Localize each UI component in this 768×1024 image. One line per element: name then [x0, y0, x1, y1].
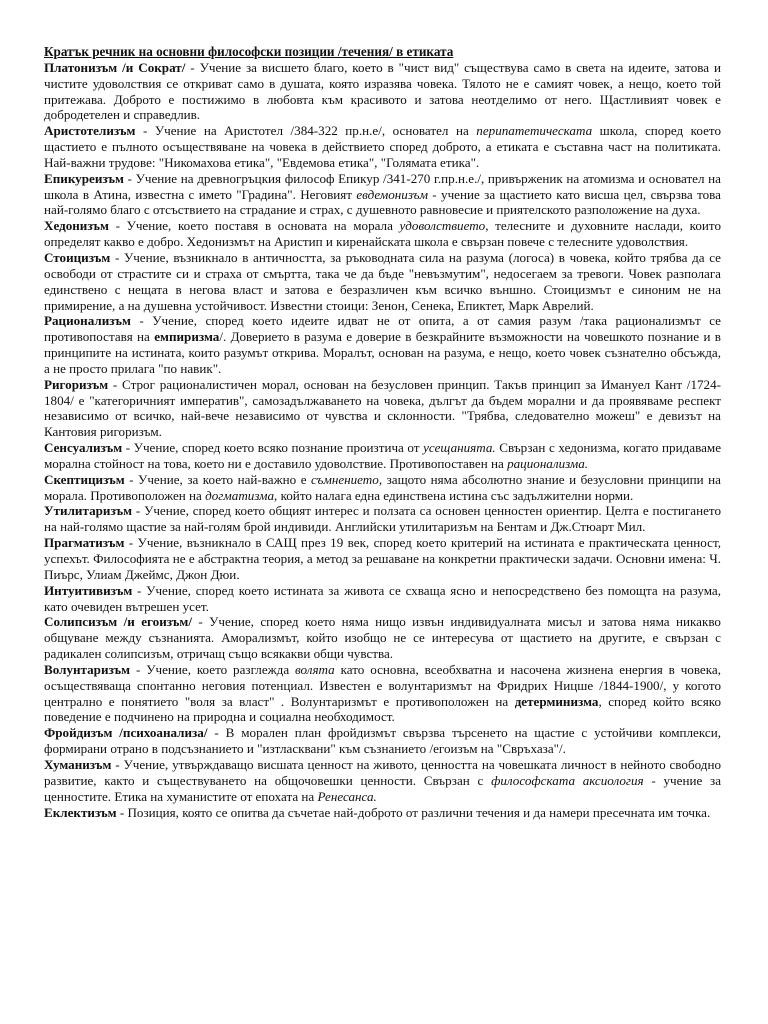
entry-text: , който налага една единствена истина със задължителни норми. — [274, 487, 634, 503]
entry-emphasis: рационализма. — [507, 455, 589, 471]
entry-text: - Учение, утвърждаващо висшата ценност на живото, ценността на човешката личност в нейното свободно развитие, както и съществуването на общочовешки ценности. Свързан с — [44, 756, 721, 788]
glossary-entry — [44, 503, 721, 535]
entry-text: като основна, всеобхватна и насочена жизнена енергия в човека, осъществяваща спонтанно неговия потенциал. Известен е волунтаризмът на Фридрих Ницше /1844-1900/, у когото централно е понятието "воля за власт" . Волунтаризмът е противоположен на — [44, 661, 721, 709]
entry-text: - учение за щастието като висша цел, свързва това най-голямо благо с отсъствието на страдание и страх, с душевното равновесие и приятелското разположение на духа. — [44, 186, 721, 218]
entry-text: - Учение, което разглежда — [130, 661, 296, 677]
entry-text: - В морален план фройдизмът свързва търсенето на щастие с устойчиви комплекси, формирани отрано в подсъзнанието и "изтласквани" към съзнанието /егоизъм на "Свръхаза"/. — [44, 725, 721, 757]
entry-term: Ригоризъм — [44, 376, 109, 392]
entry-term: Аристотелизъм — [44, 123, 136, 139]
entry-emphasis: съмнението — [311, 471, 379, 487]
glossary-entry — [44, 250, 721, 313]
entry-text: - Учение, възникнало в САЩ през 19 век, според което критерий на истината е практическата ценност, успехът. Философията не е абстрактна теория, а метод за решаване на конкретни практически задачи. Основни имена: Ч. Пиърс, Улиам Джеймс, Джон Дюи. — [44, 535, 721, 582]
glossary-entry — [44, 614, 721, 662]
entry-text: , според който всяко поведение е подчинено на природна и социална необходимост. — [44, 693, 721, 725]
glossary-entry — [44, 662, 721, 725]
entry-term: Еклектизъм — [44, 804, 117, 820]
glossary-entry — [44, 805, 721, 821]
entry-emphasis: евдемонизъм — [356, 186, 428, 202]
document-title: Кратък речник на основни философски позиции /течения/ в етиката — [44, 44, 454, 59]
glossary-entry — [44, 440, 721, 472]
entry-emphasis: перипатетическата — [476, 123, 593, 139]
glossary-entry — [44, 377, 721, 440]
glossary-entry — [44, 60, 721, 123]
glossary-entry — [44, 725, 721, 757]
entry-text: - Учение, което поставя в основата на морала — [108, 218, 400, 234]
entry-text: - Учение на древногръцкия философ Епикур /341-270 г.пр.н.е./, привърженик на атомизма и основател на школа в Атина, известна с името "Градина". Неговият — [44, 170, 721, 202]
entry-text: школа, според което щастието е пълното осъществяване на човека в действието според доброто, а етиката е съставна част на политиката. Най-важни трудове: "Никомахова етика", "Евдемова етика", "Голямата етика". — [44, 123, 721, 170]
entry-text: - учение за ценностите. Етика на хуманистите от епохата на — [44, 772, 722, 804]
entry-text: - Учение, според което идеите идват не от опита, а от самия разум /така рационализмът се противопоставя на — [44, 313, 721, 345]
entry-text: - Строг рационалистичен морал, основан на безусловен принцип. Такъв принцип за Имануел Кант /1724-1804/ е "категоричният императив", самозадължаването на човека, дългът да бъдем морални и да проявяваме респект независимо от всичко, най-вече независимо от чувства и склонности. "Трябва, следователно можеш" е девизът на Кантовия ригоризъм. — [44, 376, 721, 440]
entry-strong: детерминизма — [514, 693, 599, 709]
glossary-entry — [44, 535, 721, 583]
entry-text: - Учение, възникнало в античността, за ръководната сила на разума (логоса) в човека, който трябва да се освободи от страстите си и страха от смъртта, така че да бъде "невъзмутим", недосегаем за тревоги. Човек разполага единствено с нещата в негова власт и затова е безразличен към всичко външно. Стоицизмът е синоним не на примирение, а на душевна устойчивост. Известни стоици: Зенон, Сенека, Епиктет, Марк Аврелий. — [44, 249, 721, 313]
glossary-entry — [44, 757, 721, 805]
entry-term: Утилитаризъм — [44, 503, 133, 519]
entry-term: Хуманизъм — [44, 756, 112, 772]
entry-text: Свързан с хедонизма, когато придаваме морална стойност на това, което ни е доставило удоволствие. Противопоставен на — [44, 440, 722, 471]
entry-emphasis: усещанията. — [423, 440, 496, 456]
glossary-entry — [44, 313, 721, 376]
entry-emphasis: философската аксиология — [491, 772, 644, 788]
entry-term: Епикуреизъм — [44, 170, 124, 186]
entry-term: Волунтаризъм — [44, 661, 131, 677]
entry-text: /. Доверието в разума е доверие в безкрайните възможности на човешкото познание и в принципите на истината, които разумът открива. Моралът, основан на разума, е нещо, което човек съзнателно обсъжда, а не просто прилага "по навик". — [44, 329, 721, 376]
entry-text: - Учение за висшето благо, което в "чист вид" съществува само в света на идеите, затова и чистите удоволствия се откриват само в душата, която изразява човека. Тялото не е самият човек, а нещо, което той притежава. Доброто е постижимо в любовта към красивото и затова неотделимо от него. Щастливият човек е добродетелен и справедлив. — [44, 59, 722, 123]
entry-text: , телесните и духовните наслади, които определят какво е добро. Хедонизмът на Аристип и киренайската школа е свързан повече с телесните удоволствия. — [44, 218, 722, 250]
entry-term: Платонизъм /и Сократ/ — [44, 59, 186, 75]
entry-emphasis: волята — [295, 661, 335, 677]
entry-emphasis: Ренесанса. — [317, 788, 377, 804]
entry-strong: емпиризма — [154, 329, 220, 345]
glossary-list — [44, 60, 721, 821]
glossary-entry — [44, 472, 721, 504]
entry-text: - Учение, според което общият интерес и ползата са основен ценностен ориентир. Целта е постигането на най-голямо щастие за най-голям брой индивиди. Английски утилитаризъм на Бентам и Дж.Стюарт Мил. — [44, 503, 721, 535]
glossary-entry — [44, 218, 721, 250]
entry-text: - Учение, за което най-важно е — [124, 471, 312, 487]
glossary-entry — [44, 123, 721, 171]
entry-term: Интуитивизъм — [44, 582, 133, 598]
entry-term: Сенсуализъм — [44, 440, 123, 456]
document-page — [44, 44, 721, 820]
entry-text: - Учение, според което всяко познание произтича от — [122, 440, 424, 456]
entry-text: , защото няма абсолютно знание и безусловни принципи на морала. Противоположен на — [44, 471, 721, 503]
entry-text: - Учение, според което истината за живота се схваща ясно и непосредствено без помощта на разума, като очевиден вътрешен усет. — [44, 582, 721, 614]
entry-term: Рационализъм — [44, 313, 131, 329]
entry-term: Прагматизъм — [44, 535, 125, 551]
entry-term: Скептицизъм — [44, 471, 125, 487]
entry-emphasis: догматизма — [205, 487, 275, 503]
entry-term: Хедонизъм — [44, 218, 109, 234]
entry-text: - Позиция, която се опитва да съчетае най-доброто от различни течения и да намери пресечната им точка. — [116, 804, 711, 820]
entry-term: Фройдизъм /психоанализа/ — [44, 725, 208, 741]
glossary-entry — [44, 171, 721, 219]
entry-term: Стоицизъм — [44, 249, 111, 265]
glossary-entry — [44, 583, 721, 615]
entry-emphasis: удоволствието — [399, 218, 486, 234]
entry-text: - Учение на Аристотел /384-322 пр.н.е/, основател на — [135, 123, 477, 139]
entry-term: Солипсизъм /и егоизъм/ — [44, 614, 192, 630]
entry-text: - Учение, според което няма нищо извън индивидуалната мисъл и затова няма никакво общуване между съзнанията. Аморализмът, който изобщо не се интересува от щастието на другите, е свързан с радикален солипсизъм, отричащ също всякакви общи чувства. — [44, 614, 721, 662]
